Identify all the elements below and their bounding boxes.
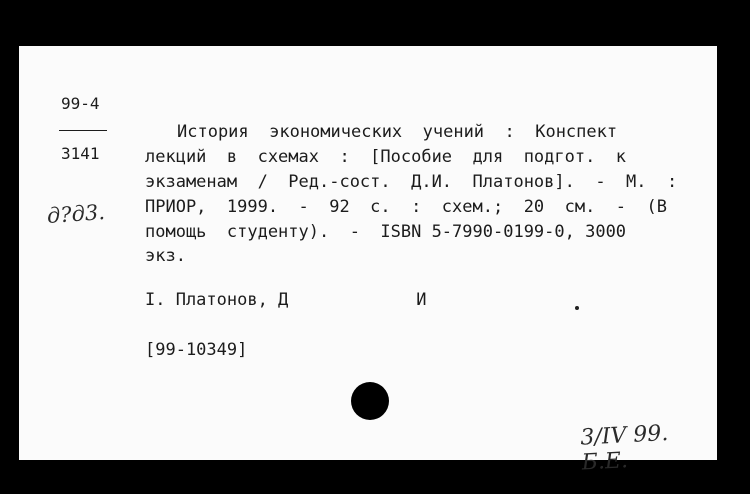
- description-line-5: помощь студенту). - ISBN 5-7990-0199-0, 3000: [145, 222, 627, 242]
- handwritten-shelf-mark: д?д3.: [46, 200, 106, 228]
- description-line-4: ПРИОР, 1999. - 92 с. : схем.; 20 см. - (В: [145, 197, 667, 217]
- added-entry-name: I. Платонов, Д: [145, 290, 289, 310]
- call-number-top: 99-4: [61, 94, 100, 113]
- catalog-card: [19, 46, 717, 476]
- added-entry-letter: И: [416, 290, 427, 310]
- card-number: [99-10349]: [145, 340, 248, 360]
- description-line-1: История экономических учений : Конспект: [177, 122, 618, 142]
- description-line-6: экз.: [145, 246, 186, 266]
- stray-dot: [575, 306, 579, 310]
- added-entry: [145, 288, 427, 312]
- call-number-bottom: 3141: [61, 144, 100, 163]
- punch-hole: [351, 382, 389, 420]
- description-line-2: лекций в схемах : [Пособие для подгот. к: [145, 147, 627, 167]
- call-number-divider: [59, 130, 107, 131]
- handwritten-note: 3/IV 99. Б.Е.: [579, 420, 669, 476]
- description-line-3: экзаменам / Ред.-сост. Д.И. Платонов]. - М. :: [145, 172, 678, 192]
